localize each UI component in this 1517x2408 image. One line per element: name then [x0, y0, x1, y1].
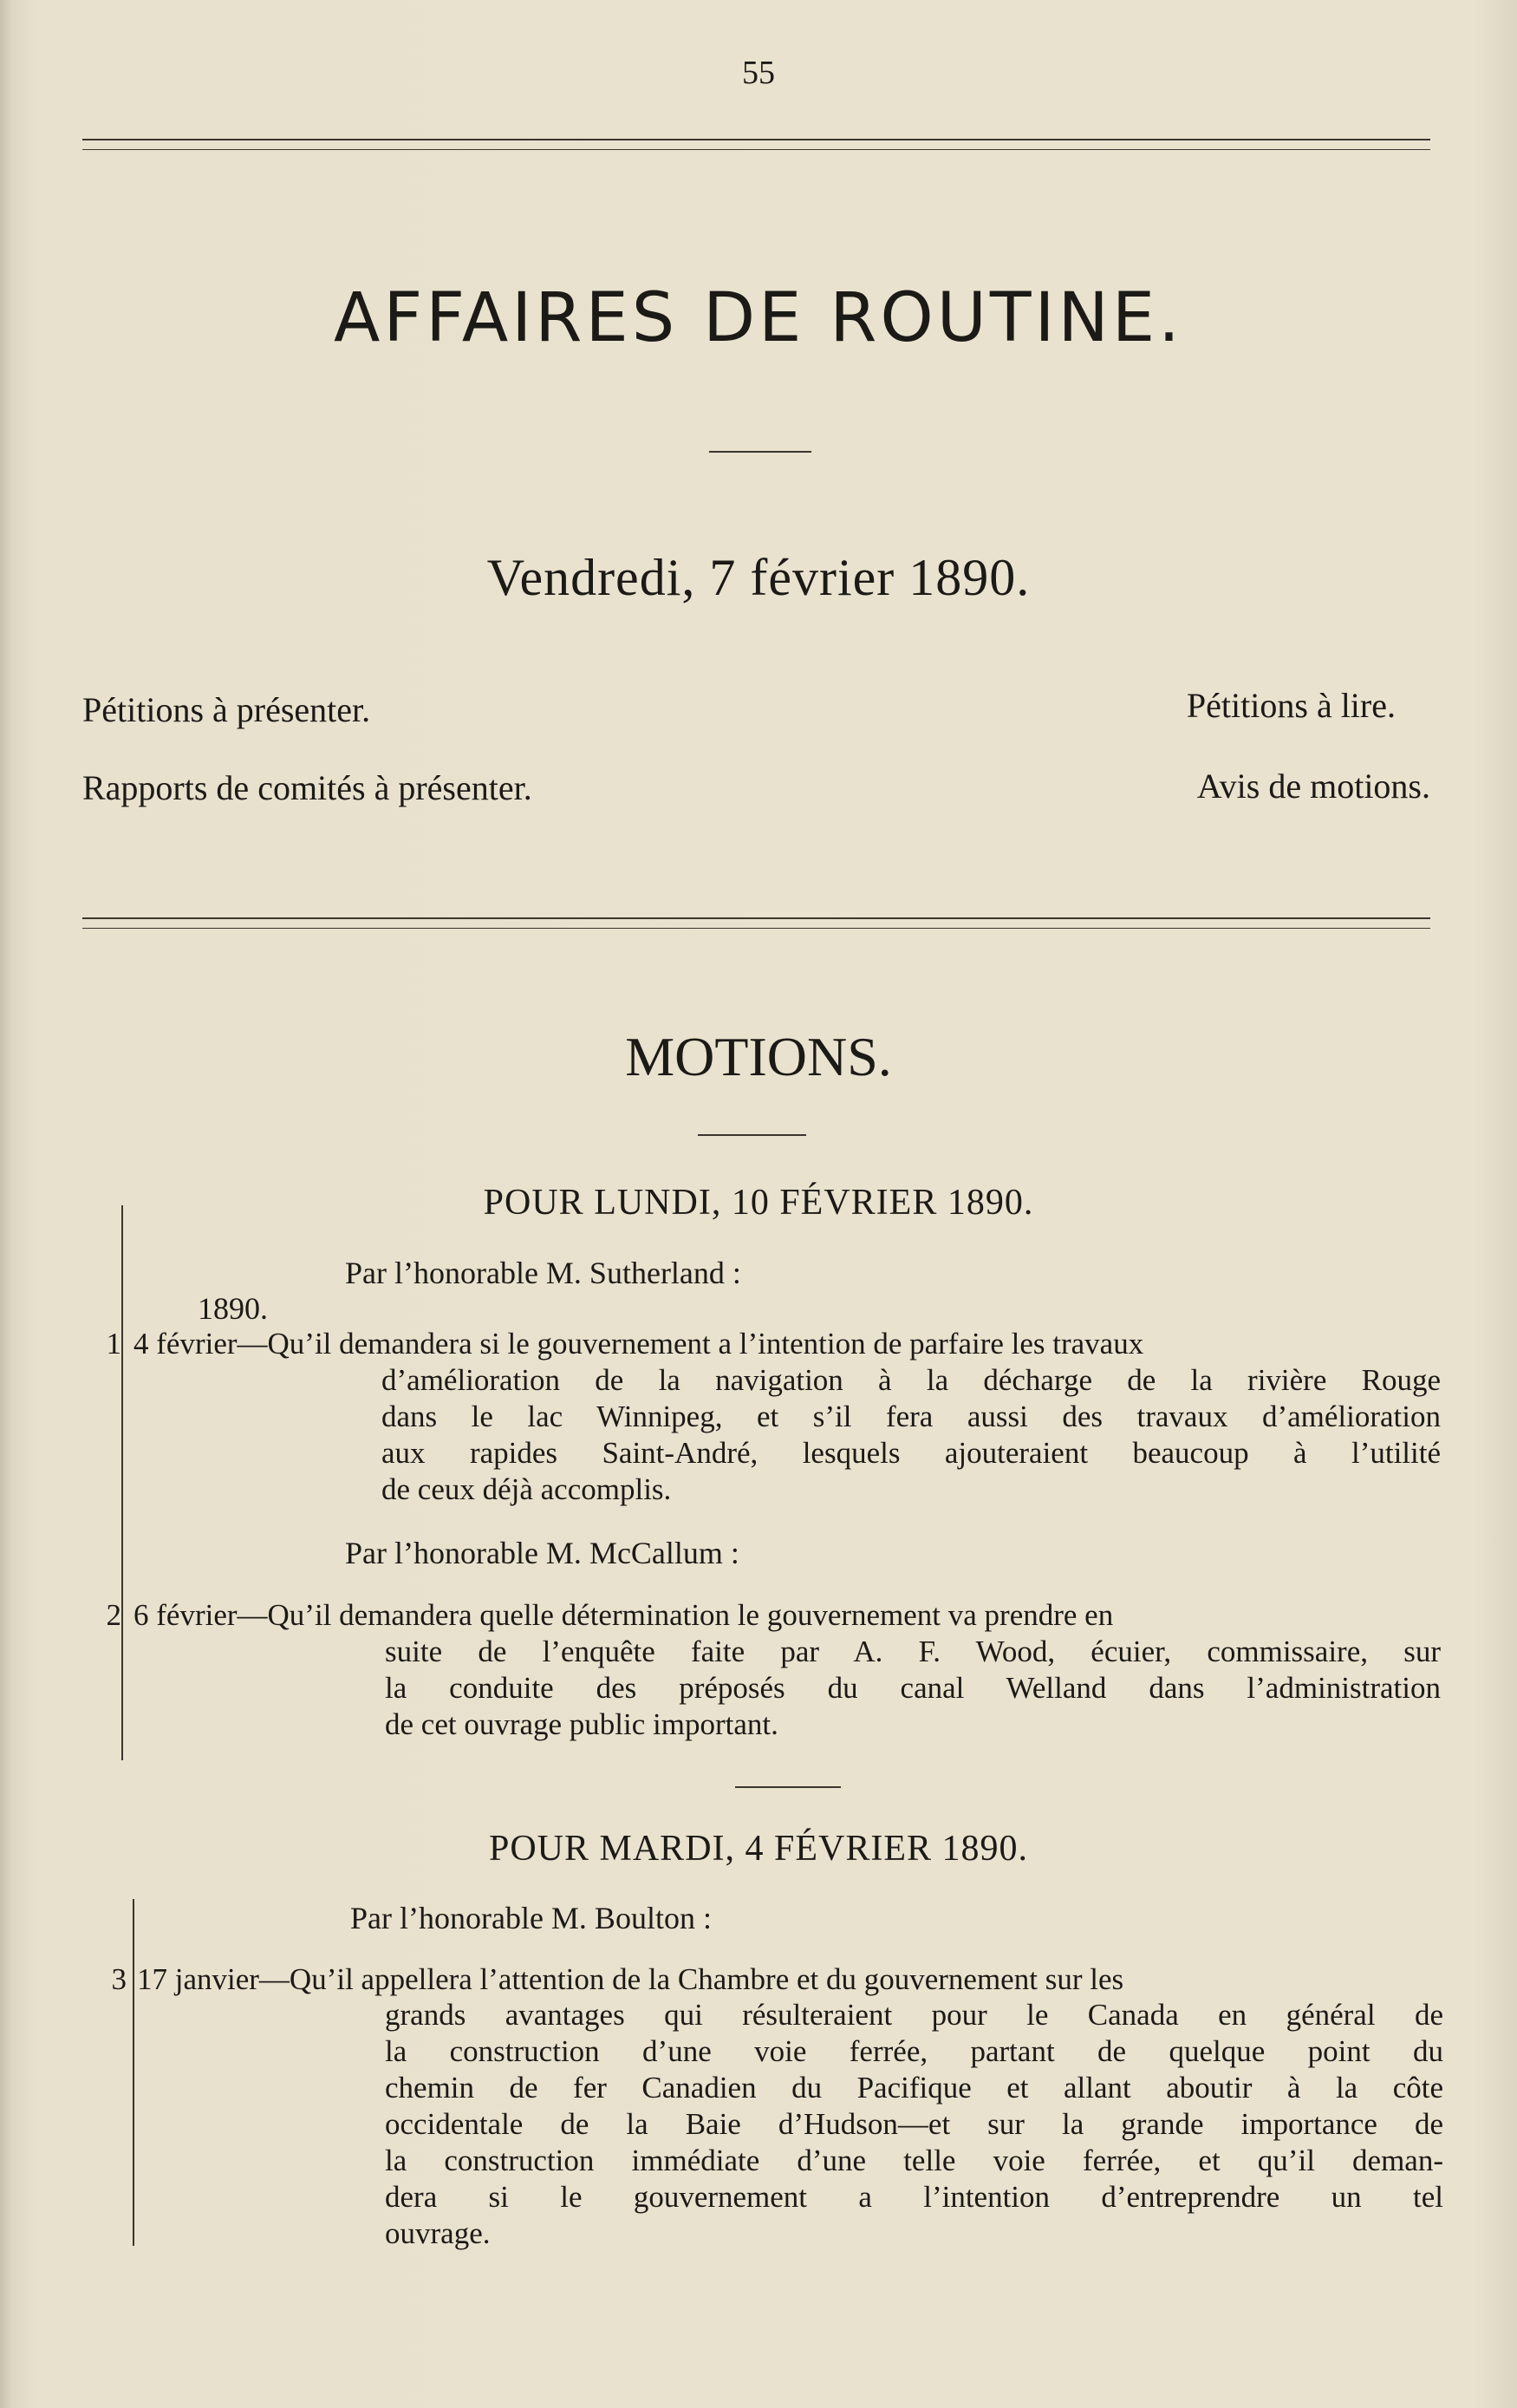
motion-text-line: chemin de fer Canadien du Pacifique et allant aboutir à la côte — [385, 2071, 1443, 2105]
section-short-rule — [735, 1786, 841, 1788]
margin-line-section-1 — [121, 1205, 123, 1760]
motion-text-line: dera si le gouvernement a l’intention d’entreprendre un tel — [385, 2180, 1443, 2214]
motion-text-line: grands avantages qui résulteraient pour le Canada en général de — [385, 1998, 1443, 2032]
motion-number: 3 — [111, 1962, 127, 1996]
motions-rule-top — [82, 917, 1430, 919]
title-short-rule — [709, 451, 811, 453]
motion-text-line: suite de l’enquête faite par A. F. Wood, écuier, commissaire, sur — [385, 1635, 1441, 1668]
section-heading-monday: POUR LUNDI, 10 FÉVRIER 1890. — [483, 1183, 1034, 1223]
motion-first-line: 4 février—Qu’il demandera si le gouvernement a l’intention de parfaire les travaux — [133, 1327, 1144, 1361]
motion-first-line: 17 janvier—Qu’il appellera l’attention de la Chambre et du gouvernement sur les — [137, 1962, 1124, 1996]
motion-text-line: ouvrage. — [385, 2216, 491, 2250]
motion-text-line: occidentale de la Baie d’Hudson—et sur la grande importance de — [385, 2107, 1443, 2141]
motion-text-line: dans le lac Winnipeg, et s’il fera aussi des travaux d’amélioration — [381, 1400, 1441, 1433]
section-title: AFFAIRES DE ROUTINE. — [334, 279, 1183, 357]
motion-text-line: la construction d’une voie ferrée, partant de quelque point du — [385, 2034, 1443, 2068]
header-rule-top — [82, 139, 1430, 140]
motion-first-line: 6 février—Qu’il demandera quelle détermination le gouvernement va prendre en — [133, 1598, 1114, 1632]
motion-text-line: d’amélioration de la navigation à la décharge de la rivière Rouge — [381, 1363, 1441, 1397]
sitting-date: Vendredi, 7 février 1890. — [486, 549, 1031, 606]
entry-year: 1890. — [198, 1291, 268, 1326]
routine-item-reports-present: Rapports de comités à présenter. — [82, 768, 532, 807]
motion-number: 2 — [106, 1598, 121, 1632]
routine-item-notices-motions: Avis de motions. — [1196, 767, 1430, 806]
motion-number: 1 — [106, 1327, 121, 1361]
motions-rule-bottom — [82, 928, 1430, 929]
mover-line: Par l’honorable M. McCallum : — [345, 1536, 739, 1570]
header-rule-bottom — [82, 149, 1430, 150]
motion-text-line: la conduite des préposés du canal Welland dans l’administration — [385, 1671, 1441, 1705]
motion-text-line: de cet ouvrage public important. — [385, 1707, 778, 1741]
mover-line: Par l’honorable M. Sutherland : — [345, 1256, 741, 1290]
margin-line-section-2 — [133, 1899, 134, 2246]
motions-heading: MOTIONS. — [625, 1026, 892, 1087]
page-number: 55 — [742, 55, 775, 91]
motion-text-line: de ceux déjà accomplis. — [381, 1472, 672, 1506]
motion-text-line: la construction immédiate d’une telle voie ferrée, et qu’il deman- — [385, 2144, 1443, 2177]
mover-line: Par l’honorable M. Boulton : — [350, 1901, 712, 1935]
routine-item-petitions-present: Pétitions à présenter. — [82, 690, 371, 729]
routine-item-petitions-read: Pétitions à lire. — [1186, 686, 1396, 725]
section-heading-tuesday: POUR MARDI, 4 FÉVRIER 1890. — [488, 1829, 1029, 1869]
motion-text-line: aux rapides Saint-André, lesquels ajouteraient beaucoup à l’utilité — [381, 1436, 1441, 1470]
motions-short-rule — [698, 1134, 806, 1136]
